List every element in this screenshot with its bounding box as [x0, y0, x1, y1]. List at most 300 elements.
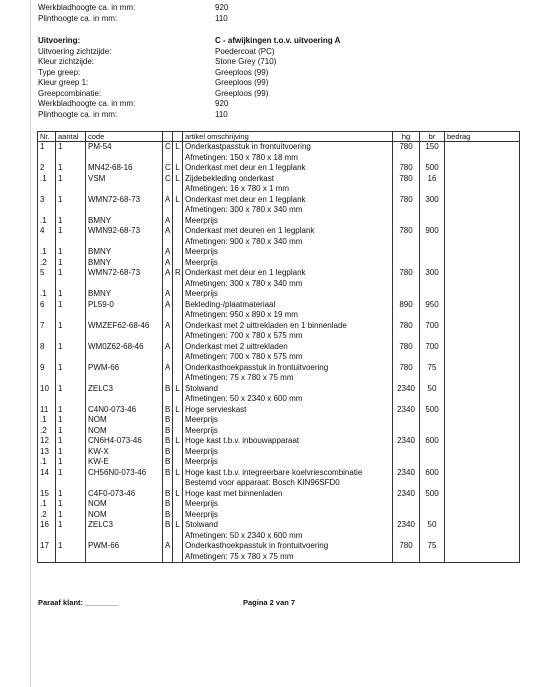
row-uitvoering: B — [163, 457, 173, 468]
row-hg: 780 — [393, 163, 420, 174]
row-description: Meerprijs — [183, 247, 393, 258]
empty-cell — [173, 352, 183, 363]
row-code: BMNY — [86, 216, 163, 227]
empty-cell — [393, 205, 420, 216]
row-bedrag — [445, 405, 520, 416]
row-aantal: 1 — [56, 268, 86, 279]
row-code: C4F0-073-46 — [86, 489, 163, 500]
row-bedrag — [445, 258, 520, 269]
row-br — [420, 247, 445, 258]
empty-cell — [445, 394, 520, 405]
row-description: Hoge kast met binnenladen — [183, 489, 393, 500]
row-nr: .2 — [38, 258, 56, 269]
row-bedrag — [445, 499, 520, 510]
empty-cell — [86, 279, 163, 290]
row-hg: 2340 — [393, 489, 420, 500]
empty-cell — [56, 310, 86, 321]
row-br: 50 — [420, 384, 445, 395]
empty-cell — [173, 153, 183, 164]
row-hg: 780 — [393, 226, 420, 237]
empty-cell — [445, 478, 520, 489]
row-nr: 1 — [38, 142, 56, 153]
row-uitvoering: A — [163, 247, 173, 258]
row-br: 300 — [420, 268, 445, 279]
row-br: 150 — [420, 142, 445, 153]
row-description: Meerprijs — [183, 258, 393, 269]
col-br-header: br — [420, 132, 445, 142]
info-value: 110 — [215, 13, 228, 23]
row-uitvoering: B — [163, 468, 173, 479]
empty-cell — [445, 531, 520, 542]
table-row — [38, 174, 520, 185]
detail-text: Afmetingen: 700 x 780 x 575 mm — [183, 331, 393, 342]
uitvoering-label: Type greep: — [38, 67, 81, 77]
row-description: Hoge servieskast — [183, 405, 393, 416]
empty-cell — [445, 184, 520, 195]
empty-cell — [163, 394, 173, 405]
empty-cell — [56, 153, 86, 164]
uitvoering-value: Stone Grey (710) — [215, 57, 277, 66]
row-hg: 890 — [393, 300, 420, 311]
empty-cell — [420, 352, 445, 363]
detail-text: Afmetingen: 50 x 2340 x 600 mm — [183, 394, 393, 405]
col-bedrag-header: bedrag — [445, 132, 520, 142]
paraaf-klant: Paraaf klant: ________ — [38, 598, 119, 607]
row-code: CN6H4-073-46 — [86, 436, 163, 447]
row-br — [420, 258, 445, 269]
empty-cell — [445, 279, 520, 290]
empty-cell — [420, 310, 445, 321]
row-description: Onderkast met 2 uittrekladen — [183, 342, 393, 353]
table-detail-row — [38, 279, 520, 290]
row-code: KW-E — [86, 457, 163, 468]
row-side: L — [173, 489, 183, 500]
row-aantal: 1 — [56, 436, 86, 447]
empty-cell — [445, 352, 520, 363]
row-side: L — [173, 468, 183, 479]
row-nr: 16 — [38, 520, 56, 531]
row-bedrag — [445, 195, 520, 206]
empty-cell — [393, 331, 420, 342]
table-detail-row — [38, 373, 520, 384]
empty-cell — [56, 531, 86, 542]
row-aantal: 1 — [56, 321, 86, 332]
table-row — [38, 226, 520, 237]
row-aantal: 1 — [56, 142, 86, 153]
empty-cell — [420, 237, 445, 248]
empty-cell — [38, 153, 56, 164]
row-nr: 15 — [38, 489, 56, 500]
detail-text: Afmetingen: 900 x 780 x 340 mm — [183, 237, 393, 248]
empty-cell — [86, 394, 163, 405]
row-uitvoering: C — [163, 142, 173, 153]
empty-cell — [173, 184, 183, 195]
row-description: Onderkast met 2 uittrekladen en 1 binnenlade — [183, 321, 393, 332]
table-detail-row — [38, 153, 520, 164]
table-row — [38, 216, 520, 227]
row-aantal: 1 — [56, 415, 86, 426]
row-code: NOM — [86, 426, 163, 437]
row-nr: .1 — [38, 457, 56, 468]
row-aantal: 1 — [56, 216, 86, 227]
row-code: ZELC3 — [86, 384, 163, 395]
row-description: Meerprijs — [183, 447, 393, 458]
empty-cell — [56, 552, 86, 563]
row-bedrag — [445, 289, 520, 300]
empty-cell — [163, 237, 173, 248]
empty-cell — [445, 552, 520, 563]
empty-cell — [38, 478, 56, 489]
table-detail-row — [38, 478, 520, 489]
empty-cell — [86, 310, 163, 321]
row-hg: 780 — [393, 268, 420, 279]
table-row — [38, 195, 520, 206]
empty-cell — [393, 552, 420, 563]
section-value: C - afwijkingen t.o.v. uitvoering A — [215, 36, 341, 45]
row-side — [173, 247, 183, 258]
row-uitvoering: C — [163, 163, 173, 174]
row-nr: 10 — [38, 384, 56, 395]
empty-cell — [173, 394, 183, 405]
empty-cell — [420, 394, 445, 405]
row-code: MN42-68-16 — [86, 163, 163, 174]
row-hg: 780 — [393, 363, 420, 374]
empty-cell — [173, 373, 183, 384]
row-hg — [393, 258, 420, 269]
empty-cell — [86, 373, 163, 384]
table-row — [38, 415, 520, 426]
row-uitvoering: B — [163, 520, 173, 531]
row-code: NOM — [86, 499, 163, 510]
row-hg: 2340 — [393, 436, 420, 447]
empty-cell — [420, 478, 445, 489]
empty-cell — [86, 153, 163, 164]
row-description: Meerprijs — [183, 457, 393, 468]
uitvoering-value: Greeploos (99) — [215, 88, 269, 98]
row-br: 950 — [420, 300, 445, 311]
row-uitvoering: B — [163, 489, 173, 500]
row-description: Meerprijs — [183, 426, 393, 437]
row-side: L — [173, 142, 183, 153]
row-br: 700 — [420, 342, 445, 353]
empty-cell — [420, 153, 445, 164]
row-side — [173, 510, 183, 521]
detail-text: Afmetingen: 700 x 780 x 575 mm — [183, 352, 393, 363]
empty-cell — [420, 279, 445, 290]
empty-cell — [86, 331, 163, 342]
table-row — [38, 289, 520, 300]
row-side — [173, 499, 183, 510]
table-detail-row — [38, 531, 520, 542]
row-uitvoering: A — [163, 216, 173, 227]
uitvoering-label: Werkbladhoogte ca. in mm: — [38, 99, 136, 108]
empty-cell — [420, 373, 445, 384]
empty-cell — [86, 478, 163, 489]
empty-cell — [86, 552, 163, 563]
row-hg: 780 — [393, 195, 420, 206]
row-description: Meerprijs — [183, 415, 393, 426]
row-br: 700 — [420, 321, 445, 332]
row-code: CH56N0-073-46 — [86, 468, 163, 479]
row-hg: 780 — [393, 342, 420, 353]
empty-cell — [445, 153, 520, 164]
row-uitvoering: B — [163, 384, 173, 395]
row-description: Meerprijs — [183, 499, 393, 510]
row-code: PWM-66 — [86, 363, 163, 374]
row-nr: 12 — [38, 436, 56, 447]
empty-cell — [393, 184, 420, 195]
empty-cell — [56, 373, 86, 384]
row-nr: .1 — [38, 247, 56, 258]
row-hg — [393, 447, 420, 458]
row-aantal: 1 — [56, 457, 86, 468]
row-hg: 780 — [393, 541, 420, 552]
row-br — [420, 447, 445, 458]
row-aantal: 1 — [56, 226, 86, 237]
row-bedrag — [445, 436, 520, 447]
row-hg: 780 — [393, 321, 420, 332]
row-bedrag — [445, 342, 520, 353]
col-nr-header: Nr. — [38, 132, 56, 142]
row-br: 75 — [420, 541, 445, 552]
row-side — [173, 342, 183, 353]
row-uitvoering: A — [163, 321, 173, 332]
detail-text: Bestemd voor apparaat: Bosch KIN96SFD0 — [183, 478, 393, 489]
empty-cell — [163, 279, 173, 290]
row-description: Onderkastpasstuk in frontuitvoering — [183, 142, 393, 153]
row-description: Hoge kast t.b.v. integreerbare koelvriescombinatie — [183, 468, 393, 479]
empty-cell — [393, 153, 420, 164]
row-description: Onderkasthoekpasstuk in frontuitvoering — [183, 363, 393, 374]
row-nr: .1 — [38, 289, 56, 300]
row-nr: 8 — [38, 342, 56, 353]
row-aantal: 1 — [56, 195, 86, 206]
empty-cell — [86, 237, 163, 248]
col-artikel-header: artikel omschrijving — [183, 132, 393, 142]
table-row — [38, 405, 520, 416]
table-detail-row — [38, 352, 520, 363]
uitvoering-label: Greepcombinatie: — [38, 88, 102, 98]
empty-cell — [86, 352, 163, 363]
row-side: L — [173, 384, 183, 395]
empty-cell — [445, 373, 520, 384]
empty-cell — [56, 237, 86, 248]
row-description: Stolwand — [183, 520, 393, 531]
row-nr: 17 — [38, 541, 56, 552]
uitvoering-value: 920 — [215, 99, 229, 108]
row-side — [173, 289, 183, 300]
row-side: L — [173, 520, 183, 531]
items-table — [37, 131, 520, 563]
row-hg: 780 — [393, 142, 420, 153]
row-uitvoering: A — [163, 342, 173, 353]
empty-cell — [393, 352, 420, 363]
empty-cell — [393, 310, 420, 321]
row-code: PWM-66 — [86, 541, 163, 552]
row-description: Onderkast met deur en 1 legplank — [183, 268, 393, 279]
table-row — [38, 468, 520, 479]
row-nr: 5 — [38, 268, 56, 279]
empty-cell — [86, 531, 163, 542]
row-code: NOM — [86, 510, 163, 521]
row-description: Meerprijs — [183, 289, 393, 300]
uitvoering-value: Greeploos (99) — [215, 78, 269, 87]
row-aantal: 1 — [56, 163, 86, 174]
row-uitvoering: C — [163, 174, 173, 185]
row-br — [420, 510, 445, 521]
empty-cell — [56, 394, 86, 405]
empty-cell — [393, 279, 420, 290]
row-nr: .2 — [38, 510, 56, 521]
empty-cell — [163, 352, 173, 363]
row-bedrag — [445, 268, 520, 279]
row-aantal: 1 — [56, 247, 86, 258]
row-bedrag — [445, 468, 520, 479]
empty-cell — [173, 478, 183, 489]
empty-cell — [38, 373, 56, 384]
row-uitvoering: B — [163, 426, 173, 437]
row-br: 500 — [420, 163, 445, 174]
table-row — [38, 268, 520, 279]
row-side: L — [173, 195, 183, 206]
row-br: 300 — [420, 195, 445, 206]
row-code: WMN72-68-73 — [86, 195, 163, 206]
row-nr: 3 — [38, 195, 56, 206]
row-description: Bekleding-/plaatmateriaal — [183, 300, 393, 311]
row-code: KW-X — [86, 447, 163, 458]
row-uitvoering: A — [163, 300, 173, 311]
table-detail-row — [38, 184, 520, 195]
empty-cell — [56, 478, 86, 489]
row-br — [420, 415, 445, 426]
row-nr: 2 — [38, 163, 56, 174]
empty-cell — [420, 331, 445, 342]
row-code: BMNY — [86, 289, 163, 300]
col-u-header — [163, 132, 173, 142]
row-bedrag — [445, 384, 520, 395]
empty-cell — [163, 205, 173, 216]
empty-cell — [173, 552, 183, 563]
table-row — [38, 489, 520, 500]
row-uitvoering: A — [163, 363, 173, 374]
row-aantal: 1 — [56, 289, 86, 300]
empty-cell — [420, 184, 445, 195]
info-value: 920 — [215, 3, 229, 12]
row-uitvoering: A — [163, 258, 173, 269]
row-br — [420, 499, 445, 510]
uitvoering-label: Kleur zichtzijde: — [38, 57, 95, 66]
row-description: Stolwand — [183, 384, 393, 395]
uitvoering-value: Greeploos (99) — [215, 67, 269, 77]
table-detail-row — [38, 394, 520, 405]
row-bedrag — [445, 415, 520, 426]
row-bedrag — [445, 142, 520, 153]
row-side — [173, 321, 183, 332]
row-side — [173, 541, 183, 552]
row-side: L — [173, 174, 183, 185]
row-side — [173, 426, 183, 437]
row-hg: 2340 — [393, 384, 420, 395]
row-description: Hoge kast t.b.v. inbouwapparaat — [183, 436, 393, 447]
row-uitvoering: B — [163, 447, 173, 458]
section-label: Uitvoering: — [38, 36, 81, 45]
row-bedrag — [445, 447, 520, 458]
row-hg — [393, 457, 420, 468]
empty-cell — [56, 279, 86, 290]
row-side: L — [173, 405, 183, 416]
empty-cell — [163, 184, 173, 195]
row-br — [420, 216, 445, 227]
empty-cell — [173, 279, 183, 290]
row-hg: 2340 — [393, 405, 420, 416]
row-hg — [393, 426, 420, 437]
empty-cell — [38, 279, 56, 290]
col-hg-header: hg — [393, 132, 420, 142]
row-bedrag — [445, 510, 520, 521]
col-code-header: code — [86, 132, 163, 142]
row-aantal: 1 — [56, 447, 86, 458]
info-label: Plinthoogte ca. in mm: — [38, 13, 118, 23]
row-description: Onderkasthoekpasstuk in frontuitvoering — [183, 541, 393, 552]
row-uitvoering: A — [163, 195, 173, 206]
row-description: Meerprijs — [183, 216, 393, 227]
row-nr: .1 — [38, 216, 56, 227]
empty-cell — [38, 552, 56, 563]
empty-cell — [38, 237, 56, 248]
row-br: 16 — [420, 174, 445, 185]
empty-cell — [56, 331, 86, 342]
empty-cell — [86, 205, 163, 216]
row-side — [173, 415, 183, 426]
table-row — [38, 321, 520, 332]
info-label: Werkbladhoogte ca. in mm: — [38, 3, 136, 12]
row-bedrag — [445, 457, 520, 468]
row-code: C4N0-073-46 — [86, 405, 163, 416]
row-nr: .1 — [38, 499, 56, 510]
row-side — [173, 216, 183, 227]
row-nr: 9 — [38, 363, 56, 374]
row-nr: .2 — [38, 426, 56, 437]
row-uitvoering: A — [163, 289, 173, 300]
empty-cell — [173, 205, 183, 216]
empty-cell — [38, 184, 56, 195]
row-nr: 4 — [38, 226, 56, 237]
row-hg — [393, 247, 420, 258]
empty-cell — [445, 205, 520, 216]
table-row — [38, 510, 520, 521]
row-code: PM-54 — [86, 142, 163, 153]
col-s-header — [173, 132, 183, 142]
row-aantal: 1 — [56, 468, 86, 479]
row-hg — [393, 499, 420, 510]
row-uitvoering: B — [163, 415, 173, 426]
empty-cell — [393, 394, 420, 405]
row-side — [173, 447, 183, 458]
row-br: 900 — [420, 226, 445, 237]
row-nr: 11 — [38, 405, 56, 416]
row-uitvoering: A — [163, 226, 173, 237]
detail-text: Afmetingen: 150 x 780 x 18 mm — [183, 153, 393, 164]
row-code: PL59-0 — [86, 300, 163, 311]
empty-cell — [38, 352, 56, 363]
uitvoering-label: Plinthoogte ca. in mm: — [38, 109, 118, 119]
empty-cell — [445, 310, 520, 321]
row-aantal: 1 — [56, 363, 86, 374]
empty-cell — [173, 237, 183, 248]
detail-text: Afmetingen: 75 x 780 x 75 mm — [183, 373, 393, 384]
row-code: BMNY — [86, 258, 163, 269]
row-br — [420, 426, 445, 437]
